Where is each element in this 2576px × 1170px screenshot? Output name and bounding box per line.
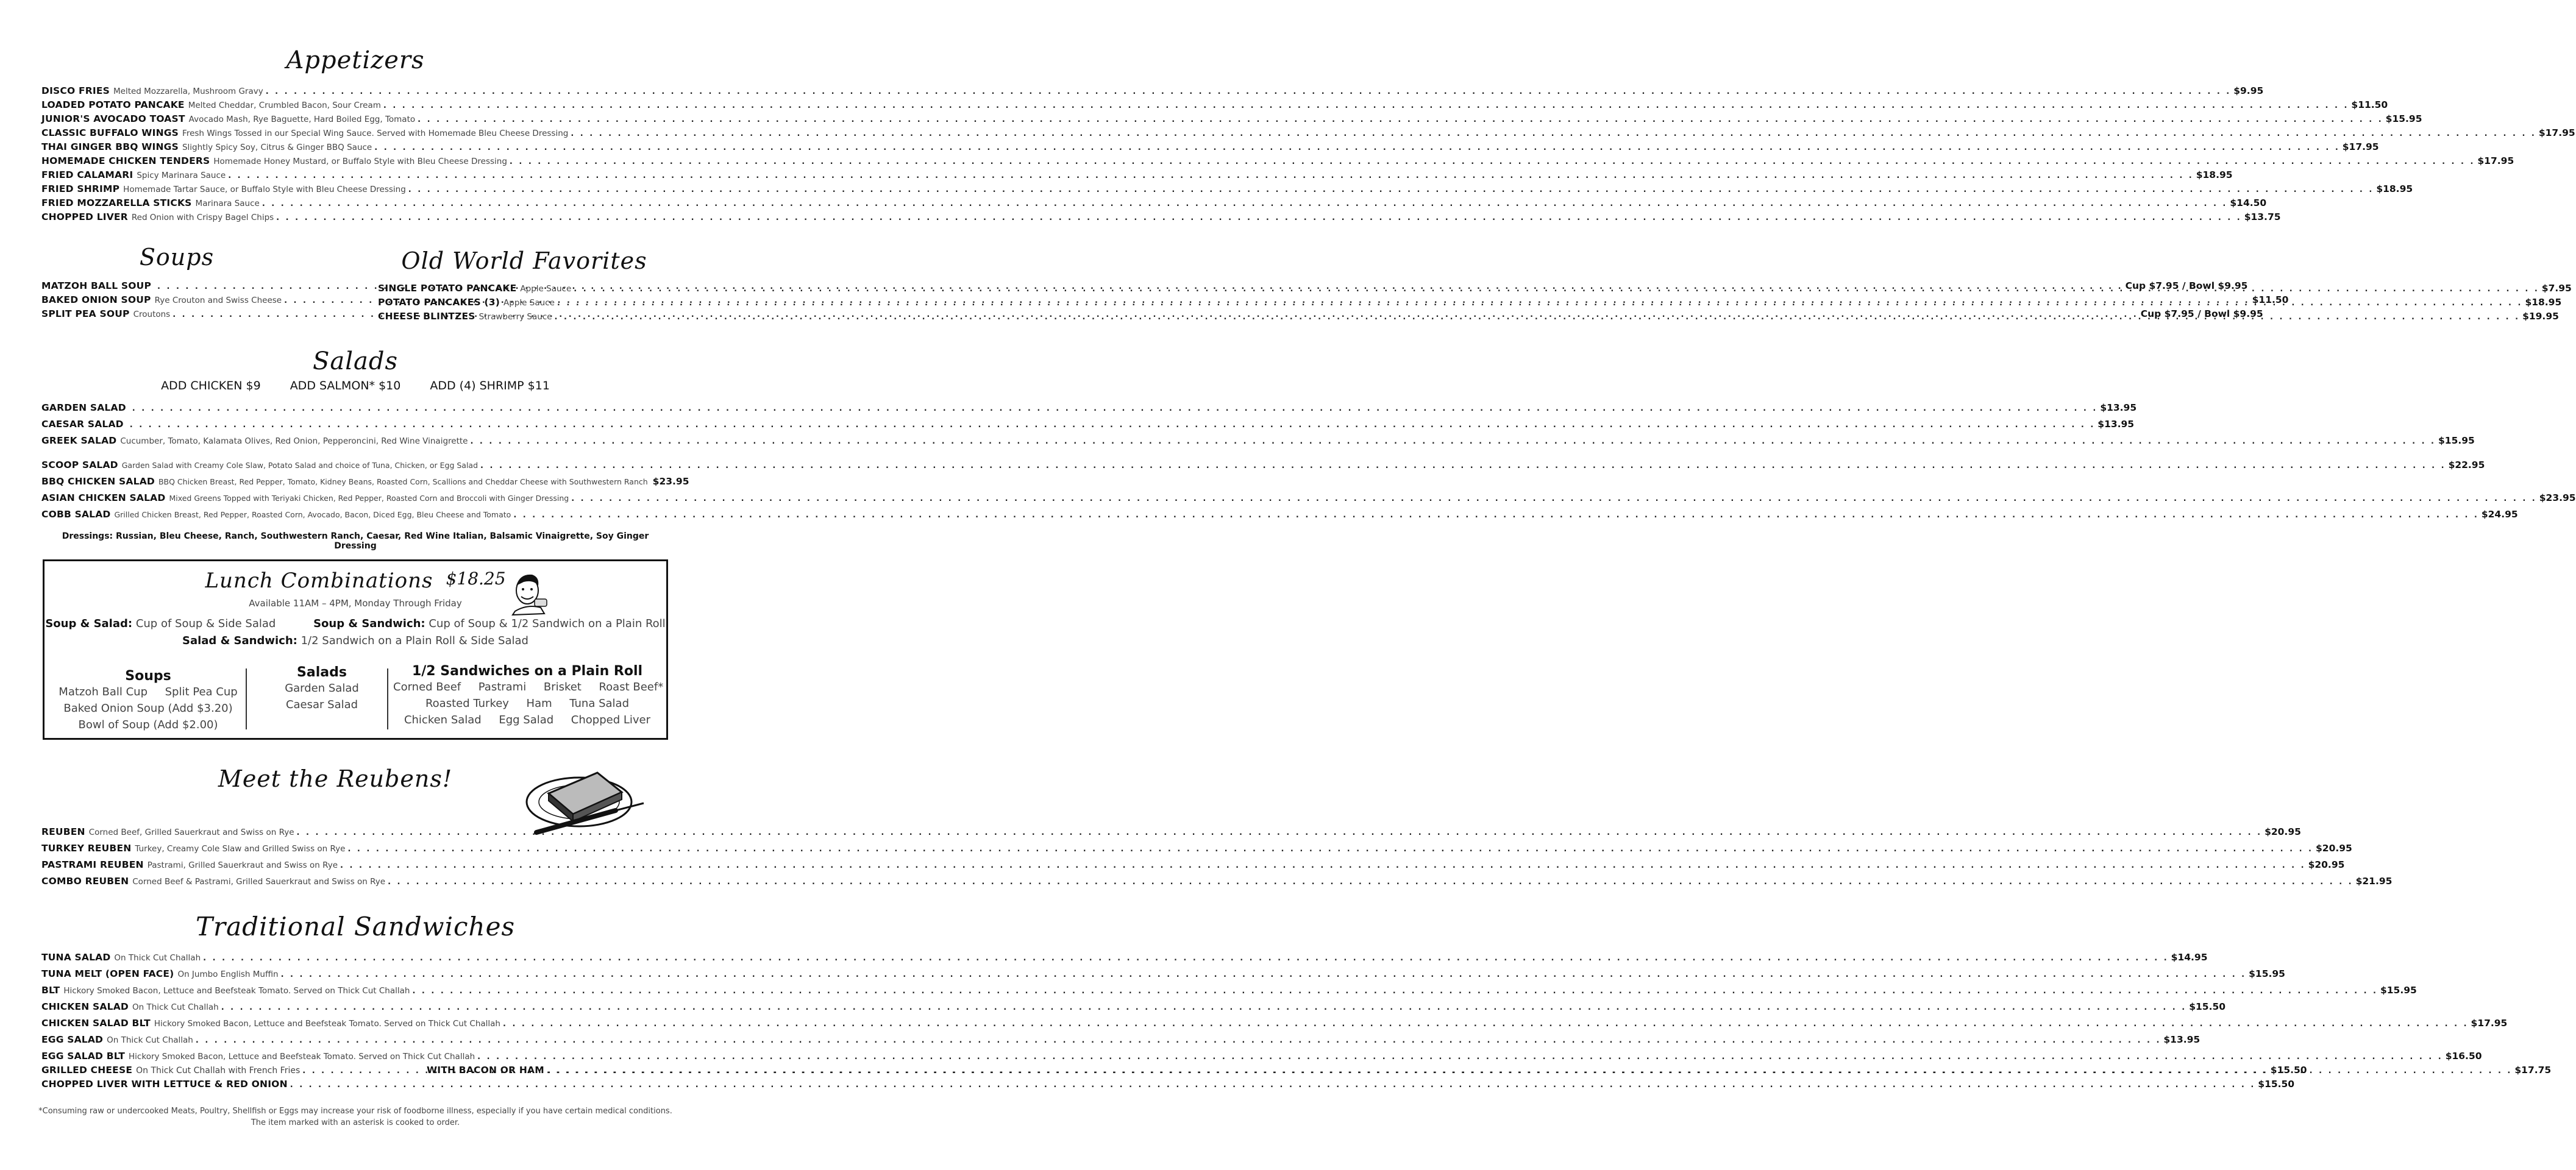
leader-dots bbox=[555, 310, 2521, 324]
menu-item-description: Cucumber, Tomato, Kalamata Olives, Red Onion, Pepperoncini, Red Wine Vinaigrette bbox=[120, 436, 468, 446]
menu-item-description: On Jumbo English Muffin bbox=[177, 970, 279, 979]
menu-item-description: Corned Beef, Grilled Sauerkraut and Swiss on Rye bbox=[88, 828, 294, 837]
menu-item-price: $13.75 bbox=[2244, 211, 2281, 222]
menu-item-price: $22.95 bbox=[2448, 459, 2485, 470]
menu-item-description: BBQ Chicken Breast, Red Pepper, Tomato, Kidney Beans, Roasted Corn, Scallions and Cheddar Cheese with Southwestern Ranch bbox=[158, 477, 648, 486]
menu-item-name: TURKEY REUBEN bbox=[41, 843, 132, 854]
leader-dots bbox=[203, 950, 2169, 966]
menu-item-name: CHICKEN SALAD BLT bbox=[41, 1018, 151, 1029]
reubens-list bbox=[41, 824, 2393, 890]
menu-item-price: $13.95 bbox=[2100, 402, 2137, 413]
menu-item-description: Slightly Spicy Soy, Citrus & Ginger BBQ Sauce bbox=[182, 143, 372, 152]
menu-item-name: FRIED SHRIMP bbox=[41, 183, 120, 194]
grilled-cheese-desc: On Thick Cut Challah with French Fries bbox=[136, 1066, 301, 1076]
footnote bbox=[24, 1105, 686, 1129]
menu-item-description: Apple Sauce bbox=[520, 284, 572, 294]
lunch-combos-row1 bbox=[44, 617, 666, 630]
menu-item-name: POTATO PANCAKES (3) bbox=[378, 297, 500, 308]
menu-item-description: Croutons bbox=[133, 310, 171, 319]
menu-item-description: Avocado Mash, Rye Baguette, Hard Boiled Egg, Tomato bbox=[188, 115, 416, 124]
leader-dots bbox=[281, 966, 2247, 983]
combo-soup-salad-label: Soup & Salad: bbox=[45, 617, 133, 630]
menu-item-name: DISCO FRIES bbox=[41, 85, 110, 96]
leader-dots bbox=[132, 400, 2098, 417]
menu-item-price: Cup $7.95 / Bowl $9.95 bbox=[2125, 280, 2248, 291]
leader-dots bbox=[418, 113, 2383, 127]
grilled-cheese-extra-name: WITH BACON OR HAM bbox=[427, 1065, 544, 1076]
menu-item-description: Turkey, Creamy Cole Slaw and Grilled Swiss on Rye bbox=[135, 844, 346, 854]
menu-item-row bbox=[41, 416, 2135, 433]
menu-item-price: $23.95 bbox=[2539, 492, 2576, 503]
dressings-line: Dressings: Russian, Bleu Cheese, Ranch, Southwestern Ranch, Caesar, Red Wine Italian, Balsamic Vinaigrette, Soy Ginger Dressing bbox=[62, 531, 649, 551]
addon-shrimp: ADD (4) SHRIMP $11 bbox=[430, 379, 550, 392]
menu-item-row bbox=[41, 112, 2422, 126]
column-divider bbox=[246, 668, 247, 729]
leader-dots bbox=[388, 874, 2354, 890]
lunch-title: Lunch Combinations bbox=[205, 569, 433, 593]
leader-dots bbox=[477, 1049, 2443, 1065]
menu-item-description: Hickory Smoked Bacon, Lettuce and Beefsteak Tomato. Served on Thick Cut Challah bbox=[129, 1052, 475, 1062]
menu-item-row bbox=[41, 840, 2352, 857]
menu-item-description: Melted Cheddar, Crumbled Bacon, Sour Cream bbox=[188, 101, 381, 110]
menu-item-name: CHEESE BLINTZES bbox=[378, 311, 475, 322]
appetizers-title: Appetizers bbox=[286, 46, 425, 74]
soups-title: Soups bbox=[139, 244, 215, 271]
leader-dots bbox=[221, 999, 2187, 1016]
menu-item-row bbox=[41, 506, 2518, 523]
lunch-sandwich-line: Roasted Turkey Ham Tuna Salad bbox=[425, 697, 630, 710]
menu-item-price: $21.95 bbox=[2355, 876, 2393, 887]
menu-item-description: Corned Beef & Pastrami, Grilled Sauerkraut and Swiss on Rye bbox=[132, 877, 386, 887]
menu-item-price: $24.95 bbox=[2481, 509, 2518, 520]
menu-item-description: Hickory Smoked Bacon, Lettuce and Beefsteak Tomato. Served on Thick Cut Challah bbox=[154, 1019, 500, 1029]
menu-item-description: Spicy Marinara Sauce bbox=[137, 171, 226, 180]
menu-item-row bbox=[41, 966, 2285, 982]
menu-item-name: SCOOP SALAD bbox=[41, 459, 118, 470]
menu-item-price: $16.50 bbox=[2445, 1051, 2482, 1062]
menu-item-description: Homemade Honey Mustard, or Buffalo Style with Bleu Cheese Dressing bbox=[213, 157, 507, 166]
menu-item-row bbox=[41, 1032, 2201, 1048]
menu-item-name: SINGLE POTATO PANCAKE bbox=[378, 283, 517, 294]
menu-item-row bbox=[41, 999, 2226, 1015]
lunch-sandwiches-column bbox=[393, 664, 664, 728]
menu-item-price: $14.95 bbox=[2171, 952, 2208, 963]
menu-item-name: PASTRAMI REUBEN bbox=[41, 859, 144, 870]
leader-dots bbox=[347, 841, 2313, 857]
menu-item-description: Pastrami, Grilled Sauerkraut and Swiss on Rye bbox=[147, 860, 338, 870]
leader-dots bbox=[290, 1078, 2256, 1092]
leader-dots bbox=[228, 169, 2194, 183]
menu-item-name: THAI GINGER BBQ WINGS bbox=[41, 141, 179, 152]
leader-dots bbox=[557, 296, 2523, 310]
lunch-salad-line: Caesar Salad bbox=[285, 698, 358, 711]
menu-item-price: $15.95 bbox=[2380, 985, 2417, 996]
leader-dots bbox=[412, 983, 2378, 999]
menu-item-name: BAKED ONION SOUP bbox=[41, 294, 151, 305]
menu-item-price: $18.95 bbox=[2376, 183, 2413, 194]
combo-salad-sandwich-text: 1/2 Sandwich on a Plain Roll & Side Salad bbox=[301, 634, 528, 647]
menu-item-row bbox=[41, 433, 2475, 449]
leader-dots bbox=[574, 282, 2539, 296]
menu-item-row bbox=[41, 982, 2417, 999]
menu-item-price: $11.50 bbox=[2351, 99, 2388, 110]
retro-man-eating-icon bbox=[508, 570, 550, 616]
menu-item-price: $20.95 bbox=[2265, 826, 2301, 837]
leader-dots bbox=[130, 417, 2096, 433]
menu-item-row bbox=[41, 154, 2514, 168]
combo-soup-salad-text: Cup of Soup & Side Salad bbox=[135, 617, 276, 630]
menu-item-name: SPLIT PEA SOUP bbox=[41, 308, 130, 319]
lunch-soup-line: Baked Onion Soup (Add $3.20) bbox=[63, 702, 233, 715]
menu-item-price: $17.95 bbox=[2342, 141, 2379, 152]
menu-item-price: $17.95 bbox=[2471, 1018, 2508, 1029]
sandwiches-list bbox=[41, 949, 2508, 1065]
footnote-line: *Consuming raw or undercooked Meats, Poultry, Shellfish or Eggs may increase your risk of foodborne illness, especially if you have certain medical conditions. bbox=[38, 1107, 672, 1116]
menu-item-name: CLASSIC BUFFALO WINGS bbox=[41, 127, 179, 138]
menu-item-description: Marinara Sauce bbox=[195, 199, 260, 208]
leader-dots bbox=[340, 857, 2306, 874]
menu-item-name: JUNIOR'S AVOCADO TOAST bbox=[41, 113, 185, 124]
chopped-liver-sandwich-row bbox=[41, 1077, 2295, 1091]
menu-item-name: ASIAN CHICKEN SALAD bbox=[41, 492, 166, 503]
leader-dots bbox=[480, 458, 2446, 474]
menu-item-description: Grilled Chicken Breast, Red Pepper, Roasted Corn, Avocado, Bacon, Diced Egg, Bleu Cheese and Tomato bbox=[114, 510, 511, 519]
lunch-salads-column bbox=[252, 665, 392, 713]
menu-item-price: $13.95 bbox=[2097, 419, 2135, 430]
leader-dots bbox=[571, 127, 2536, 141]
menu-item-name: FRIED MOZZARELLA STICKS bbox=[41, 197, 192, 208]
combo-soup-sandwich-text: Cup of Soup & 1/2 Sandwich on a Plain Roll bbox=[429, 617, 666, 630]
menu-item-row bbox=[41, 1048, 2482, 1065]
menu-item-name: GARDEN SALAD bbox=[41, 402, 126, 413]
sandwiches-title: Traditional Sandwiches bbox=[195, 912, 516, 941]
menu-item-description: Fresh Wings Tossed in our Special Wing Sauce. Served with Homemade Bleu Cheese Dressing bbox=[182, 129, 569, 138]
old-world-title: Old World Favorites bbox=[401, 247, 647, 274]
menu-item-price: $18.95 bbox=[2196, 169, 2233, 180]
leader-dots bbox=[503, 1016, 2469, 1032]
menu-item-name: COBB SALAD bbox=[41, 509, 111, 520]
lunch-soups-title: Soups bbox=[125, 668, 171, 684]
menu-item-name: LOADED POTATO PANCAKE bbox=[41, 99, 185, 110]
chopped-liver-sandwich-price: $15.50 bbox=[2258, 1079, 2295, 1090]
footnote-line: The item marked with an asterisk is cooked to order. bbox=[251, 1118, 460, 1127]
lunch-sandwiches-title: 1/2 Sandwiches on a Plain Roll bbox=[411, 664, 643, 679]
leader-dots bbox=[262, 197, 2228, 211]
menu-item-description: Melted Mozzarella, Mushroom Gravy bbox=[113, 87, 263, 96]
lunch-soup-line: Matzoh Ball Cup Split Pea Cup bbox=[59, 686, 238, 698]
menu-item-description: On Thick Cut Challah bbox=[132, 1002, 219, 1012]
menu-item-name: CAESAR SALAD bbox=[41, 419, 124, 430]
menu-item-name: REUBEN bbox=[41, 826, 85, 837]
menu-item-name: MATZOH BALL SOUP bbox=[41, 280, 152, 291]
menu-item-row bbox=[41, 857, 2345, 873]
grilled-cheese-extra-price: $17.75 bbox=[2514, 1065, 2552, 1076]
leader-dots bbox=[374, 141, 2340, 155]
addon-chicken: ADD CHICKEN $9 bbox=[161, 379, 261, 392]
menu-item-price: $15.95 bbox=[2438, 435, 2475, 446]
menu-item-price: $20.95 bbox=[2316, 843, 2352, 854]
lunch-sandwich-line: Chicken Salad Egg Salad Chopped Liver bbox=[404, 714, 651, 726]
menu-item-price: $20.95 bbox=[2308, 859, 2345, 870]
menu-item-name: BBQ CHICKEN SALAD bbox=[41, 476, 155, 487]
menu-item-description: Hickory Smoked Bacon, Lettuce and Beefsteak Tomato. Served on Thick Cut Challah bbox=[63, 986, 410, 996]
menu-item-price: $17.95 bbox=[2538, 127, 2575, 138]
menu-item-description: Garden Salad with Creamy Cole Slaw, Potato Salad and choice of Tuna, Chicken, or Egg Salad bbox=[121, 461, 479, 470]
menu-item-price: $15.50 bbox=[2189, 1001, 2226, 1012]
leader-dots bbox=[510, 155, 2475, 169]
leader-dots bbox=[513, 507, 2479, 523]
menu-item-name: GREEK SALAD bbox=[41, 435, 117, 446]
menu-item-description: Rye Crouton and Swiss Cheese bbox=[154, 296, 282, 305]
leader-dots bbox=[276, 211, 2242, 225]
grilled-cheese-price: $15.50 bbox=[2270, 1065, 2307, 1076]
addon-salmon: ADD SALMON* $10 bbox=[290, 379, 401, 392]
lunch-price: $18.25 bbox=[446, 569, 506, 589]
menu-item-price: $15.95 bbox=[2385, 113, 2422, 124]
lunch-salad-line: Garden Salad bbox=[285, 682, 359, 695]
leader-dots bbox=[470, 433, 2436, 450]
lunch-salads-title: Salads bbox=[297, 665, 347, 680]
menu-item-description: On Thick Cut Challah bbox=[114, 953, 201, 963]
menu-item-name: EGG SALAD bbox=[41, 1034, 104, 1045]
menu-item-price: $15.95 bbox=[2249, 968, 2285, 979]
menu-item-price: $13.95 bbox=[2163, 1034, 2201, 1045]
menu-item-price: $18.95 bbox=[2525, 297, 2562, 308]
lunch-combos-row2 bbox=[44, 634, 666, 647]
leader-dots bbox=[196, 1032, 2161, 1049]
menu-item-row bbox=[41, 182, 2413, 196]
menu-item-description: Strawberry Sauce bbox=[479, 312, 552, 322]
leader-dots bbox=[297, 824, 2263, 841]
salads-list-basic bbox=[41, 400, 2475, 449]
menu-item-name: EGG SALAD BLT bbox=[41, 1051, 126, 1062]
menu-item-row bbox=[41, 196, 2267, 210]
menu-item-price: $9.95 bbox=[2233, 85, 2264, 96]
lunch-soup-line: Bowl of Soup (Add $2.00) bbox=[78, 718, 218, 731]
menu-item-row bbox=[41, 1015, 2508, 1032]
menu-item-price: $14.50 bbox=[2230, 197, 2267, 208]
menu-item-row bbox=[41, 400, 2137, 416]
menu-item-row bbox=[41, 949, 2208, 966]
grilled-cheese-name: GRILLED CHEESE bbox=[41, 1065, 133, 1076]
menu-item-name: CHOPPED LIVER bbox=[41, 211, 128, 222]
leader-dots bbox=[383, 99, 2349, 113]
reubens-title: Meet the Reubens! bbox=[218, 765, 453, 792]
salads-list-entree bbox=[41, 457, 2576, 523]
grilled-cheese-row bbox=[41, 1063, 2552, 1077]
menu-item-name: COMBO REUBEN bbox=[41, 876, 129, 887]
lunch-soups-column bbox=[51, 668, 246, 733]
combo-soup-sandwich-label: Soup & Sandwich: bbox=[313, 617, 425, 630]
menu-item-name: FRIED CALAMARI bbox=[41, 169, 133, 180]
menu-item-row bbox=[41, 84, 2264, 98]
combo-salad-sandwich-label: Salad & Sandwich: bbox=[182, 634, 297, 647]
lunch-combinations-box bbox=[43, 559, 668, 740]
menu-item-name: BLT bbox=[41, 985, 60, 996]
column-divider bbox=[387, 668, 388, 729]
menu-item-row bbox=[41, 210, 2281, 224]
menu-item-name: CHICKEN SALAD bbox=[41, 1001, 129, 1012]
salads-title: Salads bbox=[312, 347, 399, 375]
menu-item-price: $11.50 bbox=[2252, 294, 2289, 305]
menu-item-name: TUNA SALAD bbox=[41, 952, 111, 963]
menu-item-price: $19.95 bbox=[2522, 311, 2559, 322]
menu-item-price: $17.95 bbox=[2477, 155, 2514, 166]
leader-dots bbox=[547, 1064, 2513, 1078]
menu-item-name: TUNA MELT (OPEN FACE) bbox=[41, 968, 174, 979]
menu-item-row bbox=[41, 126, 2575, 140]
menu-item-row bbox=[41, 457, 2485, 473]
menu-item-row bbox=[41, 140, 2379, 154]
lunch-availability: Available 11AM – 4PM, Monday Through Friday bbox=[249, 598, 462, 609]
chopped-liver-sandwich-name: CHOPPED LIVER WITH LETTUCE & RED ONION bbox=[41, 1079, 288, 1090]
appetizers-list bbox=[41, 84, 2575, 224]
leader-dots bbox=[571, 491, 2537, 507]
menu-item-row bbox=[41, 873, 2393, 890]
menu-item-row bbox=[41, 98, 2388, 112]
menu-item-price: $23.95 bbox=[652, 476, 689, 487]
menu-item-name: HOMEMADE CHICKEN TENDERS bbox=[41, 155, 210, 166]
menu-item-price: $7.95 bbox=[2541, 283, 2572, 294]
menu-item-row bbox=[41, 824, 2301, 840]
menu-item-price: Cup $7.95 / Bowl $9.95 bbox=[2140, 308, 2263, 319]
menu-item-description: Mixed Greens Topped with Teriyaki Chicken, Red Pepper, Roasted Corn and Broccoli with Ginger Dressing bbox=[169, 494, 569, 503]
menu-item-row bbox=[41, 490, 2576, 506]
leader-dots bbox=[266, 85, 2232, 99]
menu-item-row bbox=[41, 168, 2233, 182]
menu-item-description: Apple Sauce bbox=[503, 298, 555, 308]
menu-item-description: On Thick Cut Challah bbox=[107, 1035, 193, 1045]
lunch-sandwich-line: Corned Beef Pastrami Brisket Roast Beef* bbox=[393, 681, 664, 693]
menu-item-row bbox=[41, 473, 689, 490]
leader-dots bbox=[408, 183, 2374, 197]
menu-item-description: Homemade Tartar Sauce, or Buffalo Style with Bleu Cheese Dressing bbox=[123, 185, 406, 194]
menu-item-description: Red Onion with Crispy Bagel Chips bbox=[131, 213, 274, 222]
salad-addons bbox=[0, 379, 711, 392]
